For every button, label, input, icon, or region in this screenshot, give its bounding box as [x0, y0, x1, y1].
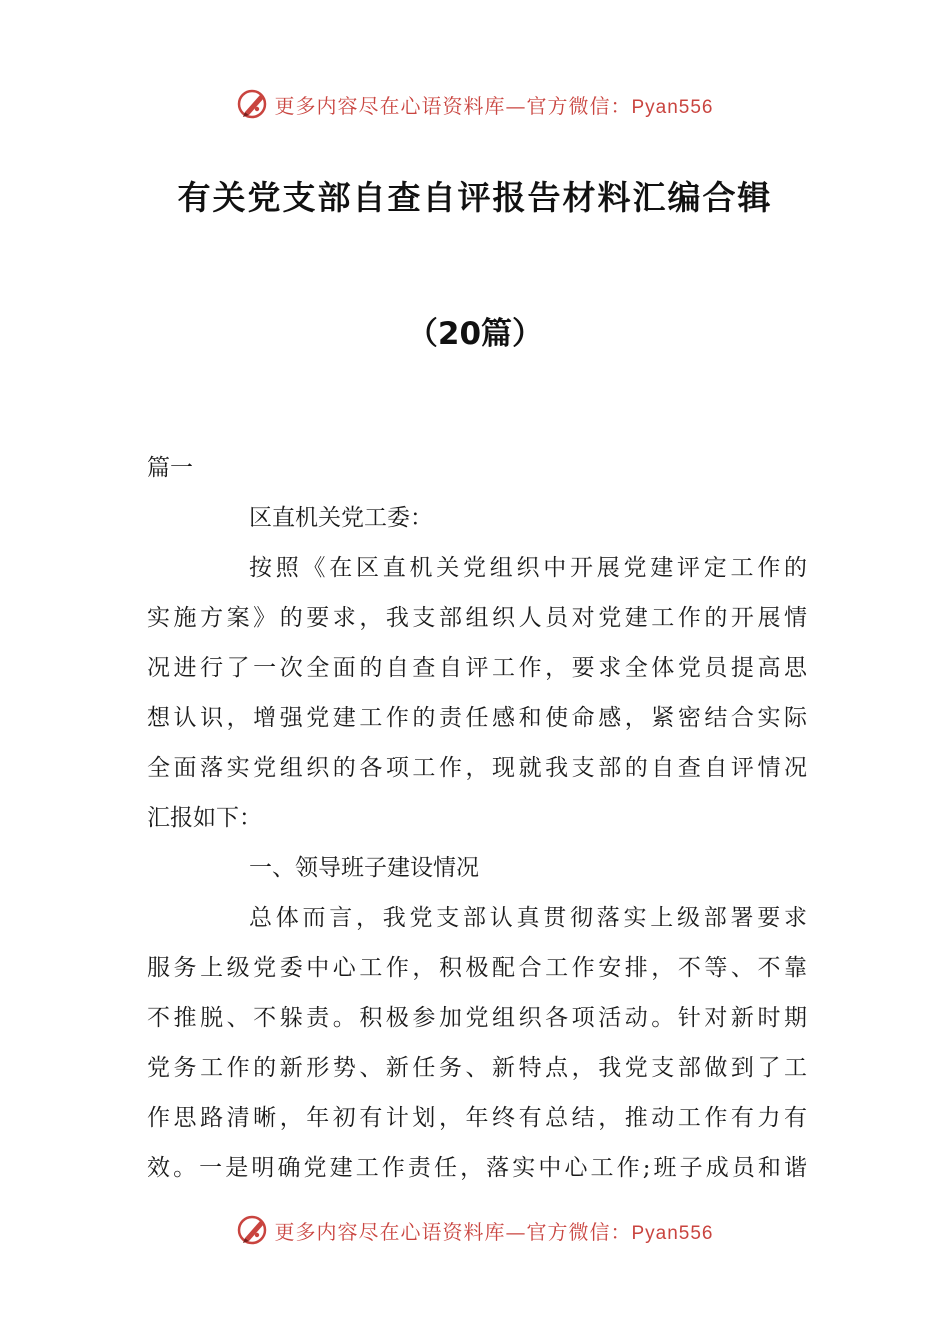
body-line: 想认识，增强党建工作的责任感和使命感，紧密结合实际 [147, 705, 807, 731]
footer-banner [0, 1208, 950, 1252]
document-subtitle: （20篇） [406, 316, 544, 352]
header-wechat-id: Pyan556 [631, 96, 714, 118]
body-line: 按照《在区直机关党组织中开展党建评定工作的 [249, 555, 807, 581]
header-banner [0, 82, 950, 126]
section-heading: 一、领导班子建设情况 [249, 855, 479, 881]
body-line: 服务上级党委中心工作，积极配合工作安排，不等、不靠 [147, 955, 807, 981]
header-banner-label: 更多内容尽在心语资料库—官方微信： [274, 93, 632, 118]
footer-wechat-id: Pyan556 [631, 1222, 714, 1244]
pen-logo-icon [236, 87, 270, 121]
body-line-salutation: 区直机关党工委： [249, 505, 433, 531]
body-line: 效。一是明确党建工作责任，落实中心工作;班子成员和谐 [147, 1155, 807, 1181]
body-line: 党务工作的新形势、新任务、新特点，我党支部做到了工 [147, 1055, 807, 1081]
section-label: 篇一 [147, 455, 193, 481]
body-line: 不推脱、不躲责。积极参加党组织各项活动。针对新时期 [147, 1005, 807, 1031]
body-line: 总体而言，我党支部认真贯彻落实上级部署要求 [249, 905, 807, 931]
document-title: 有关党支部自查自评报告材料汇编合辑 [177, 178, 773, 217]
document-body [147, 443, 807, 1193]
body-line: 全面落实党组织的各项工作，现就我支部的自查自评情况 [147, 755, 807, 781]
body-line: 实施方案》的要求，我支部组织人员对党建工作的开展情 [147, 605, 807, 631]
body-line: 况进行了一次全面的自查自评工作，要求全体党员提高思 [147, 655, 807, 681]
footer-banner-label: 更多内容尽在心语资料库—官方微信： [274, 1219, 632, 1244]
body-line: 汇报如下： [147, 805, 262, 831]
pen-logo-icon [236, 1213, 270, 1247]
footer-banner-text [274, 1216, 713, 1245]
header-banner-text [274, 90, 713, 119]
body-line: 作思路清晰，年初有计划，年终有总结，推动工作有力有 [147, 1105, 807, 1131]
